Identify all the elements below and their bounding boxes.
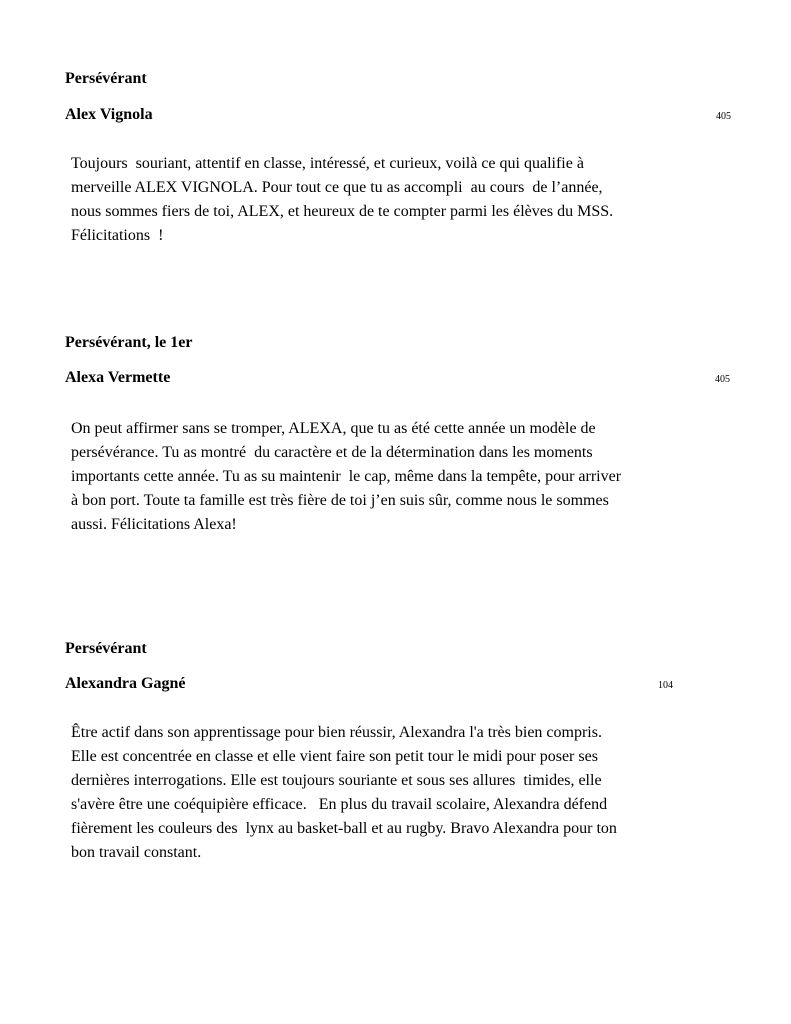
text-line: importants cette année. Tu as su maintenir le cap, même dans la tempête, pour arriver [71,468,622,485]
student-name: Alex Vignola [65,106,153,123]
text-line: Félicitations ! [71,227,164,244]
room-number: 405 [716,111,731,122]
text-line: bon travail constant. [71,844,202,861]
text-line: Être actif dans son apprentissage pour bien réussir, Alexandra l'a très bien compris. [71,724,602,741]
text-line: merveille ALEX VIGNOLA. Pour tout ce que tu as accompli au cours de l’année, [71,179,603,196]
text-line: Elle est concentrée en classe et elle vient faire son petit tour le midi pour poser ses [71,748,598,765]
text-line: aussi. Félicitations Alexa! [71,516,237,533]
text-line: On peut affirmer sans se tromper, ALEXA, que tu as été cette année un modèle de [71,420,596,437]
award-category: Persévérant [65,70,147,87]
award-category: Persévérant, le 1er [65,334,193,351]
text-line: à bon port. Toute ta famille est très fière de toi j’en suis sûr, comme nous le sommes [71,492,609,509]
award-text [71,721,711,865]
text-line: fièrement les couleurs des lynx au basket-ball et au rugby. Bravo Alexandra pour ton [71,820,617,837]
text-line: nous sommes fiers de toi, ALEX, et heureux de te compter parmi les élèves du MSS. [71,203,614,220]
award-category: Persévérant [65,640,147,657]
text-line: Toujours souriant, attentif en classe, intéressé, et curieux, voilà ce qui qualifie à [71,155,584,172]
text-line: s'avère être une coéquipière efficace. En plus du travail scolaire, Alexandra défend [71,796,608,813]
room-number: 104 [658,680,673,691]
award-text [71,152,711,248]
student-name: Alexandra Gagné [65,675,186,692]
text-line: persévérance. Tu as montré du caractère et de la détermination dans les moments [71,444,593,461]
room-number: 405 [715,374,730,385]
student-name: Alexa Vermette [65,369,171,386]
text-line: dernières interrogations. Elle est toujours souriante et sous ses allures timides, elle [71,772,602,789]
award-text [71,417,711,537]
